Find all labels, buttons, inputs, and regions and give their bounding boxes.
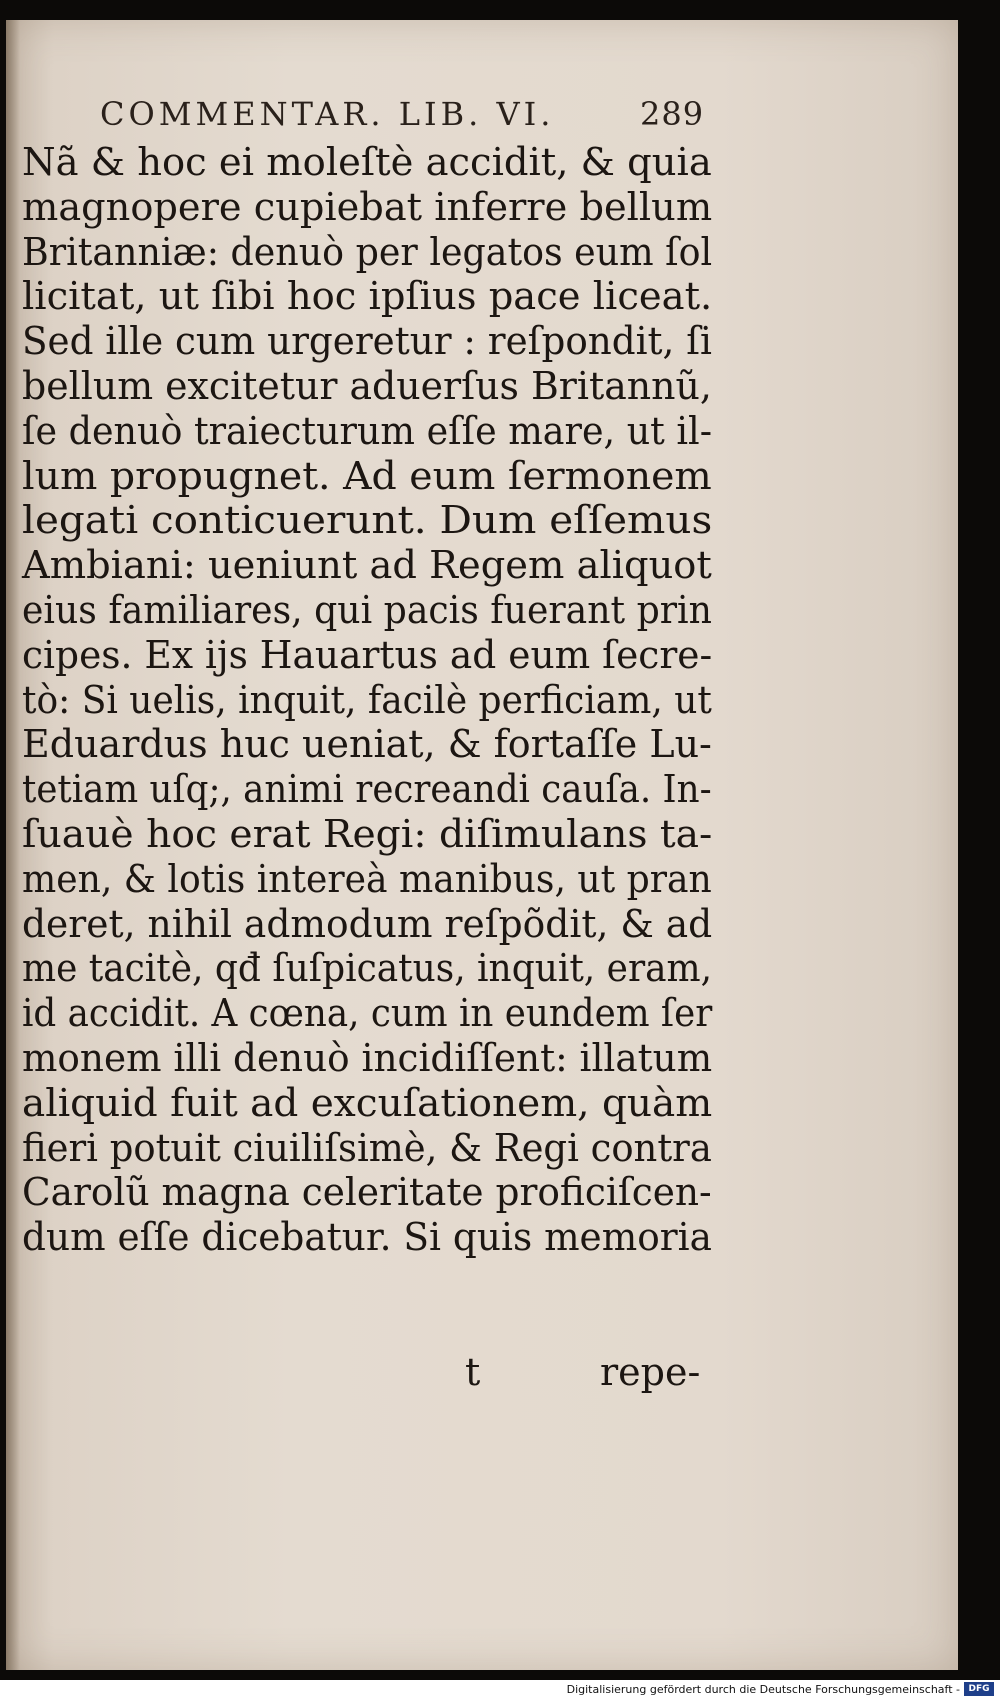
text-line: [22, 1215, 712, 1260]
page-gutter-shadow: [6, 20, 20, 1670]
text-line: [22, 678, 712, 723]
text-line: [22, 1036, 712, 1081]
dfg-logo-icon: DFG: [964, 1682, 994, 1696]
text-line: [22, 409, 712, 454]
text-line: [22, 812, 712, 857]
text-line-content: Eduardus huc ueniat, & fortaſſe Lu-: [22, 722, 712, 767]
digitization-credit: Digitalisierung gefördert durch die Deutsche Forschungsgemeinschaft -: [566, 1683, 960, 1696]
catchword: repe-: [600, 1350, 701, 1394]
text-line: [22, 633, 712, 678]
text-line: [22, 1081, 712, 1126]
text-line: [22, 498, 712, 543]
text-line-content: tò: Si uelis, inquit, facilè perficiam, ut: [22, 677, 712, 722]
text-line-content: dum eſſe dicebatur. Si quis memoria: [22, 1215, 712, 1260]
text-line: [22, 274, 712, 319]
text-line: [22, 230, 712, 275]
text-line: [22, 857, 712, 902]
text-line-content: ſuauè hoc erat Regi: diſimulans ta-: [22, 811, 713, 856]
text-line: [22, 185, 712, 230]
text-line-content: bellum excitetur aduerſus Britannũ,: [22, 363, 712, 408]
page-number: 289: [640, 95, 705, 133]
text-line-content: Ambiani: ueniunt ad Regem aliquot: [22, 543, 712, 588]
text-line-content: fieri potuit ciuiliſsimè, & Regi contra: [22, 1125, 712, 1170]
text-line: [22, 588, 712, 633]
text-line-content: cipes. Ex ijs Hauartus ad eum ſecre-: [22, 632, 713, 677]
text-line: [22, 722, 712, 767]
text-line-content: magnopere cupiebat inferre bellum: [22, 184, 713, 229]
text-line: [22, 1170, 712, 1215]
text-line-content: Carolũ magna celeritate proficiſcen-: [22, 1170, 712, 1215]
catchline: [440, 1350, 710, 1396]
text-line: [22, 902, 712, 947]
text-line-content: ſe denuò traiecturum eſſe mare, ut il-: [22, 408, 713, 453]
text-line-content: lum propugnet. Ad eum ſermonem: [22, 453, 712, 498]
text-line-content: legati conticuerunt. Dum eſſemus: [22, 498, 713, 543]
body-text: [22, 140, 712, 1260]
text-line: [22, 991, 712, 1036]
text-line-content: deret, nihil admodum reſpõdit, & ad: [22, 901, 713, 946]
signature-mark: t: [465, 1350, 481, 1394]
text-line: [22, 1126, 712, 1171]
text-line-content: tetiam uſq;, animi recreandi cauſa. In-: [22, 767, 712, 812]
text-line-content: Britanniæ: denuò per legatos eum ſol: [22, 229, 713, 274]
text-line-content: id accidit. A cœna, cum in eundem ſer: [22, 991, 713, 1036]
text-line: [22, 946, 712, 991]
text-line: [22, 319, 712, 364]
text-line-content: eius familiares, qui pacis fuerant prin: [22, 587, 712, 632]
text-line: [22, 454, 712, 499]
text-line-content: licitat, ut ſibi hoc ipſius pace liceat.: [22, 274, 713, 319]
running-title: COMMENTAR. LIB. VI.: [100, 95, 555, 133]
text-line: [22, 140, 712, 185]
text-line-content: Nã & hoc ei moleſtè accidit, & quia: [22, 140, 712, 184]
text-line: [22, 543, 712, 588]
text-line-content: men, & lotis intereà manibus, ut pran: [22, 856, 712, 901]
text-line-content: me tacitè, qđ ſuſpicatus, inquit, eram,: [22, 946, 713, 991]
text-line-content: Sed ille cum urgeretur : reſpondit, ſi: [22, 319, 712, 364]
text-line-content: aliquid fuit ad excuſationem, quàm: [22, 1080, 713, 1125]
running-header: [100, 95, 705, 135]
text-line: [22, 767, 712, 812]
text-line-content: monem illi denuò incidiſſent: illatum: [22, 1035, 713, 1080]
text-line: [22, 364, 712, 409]
